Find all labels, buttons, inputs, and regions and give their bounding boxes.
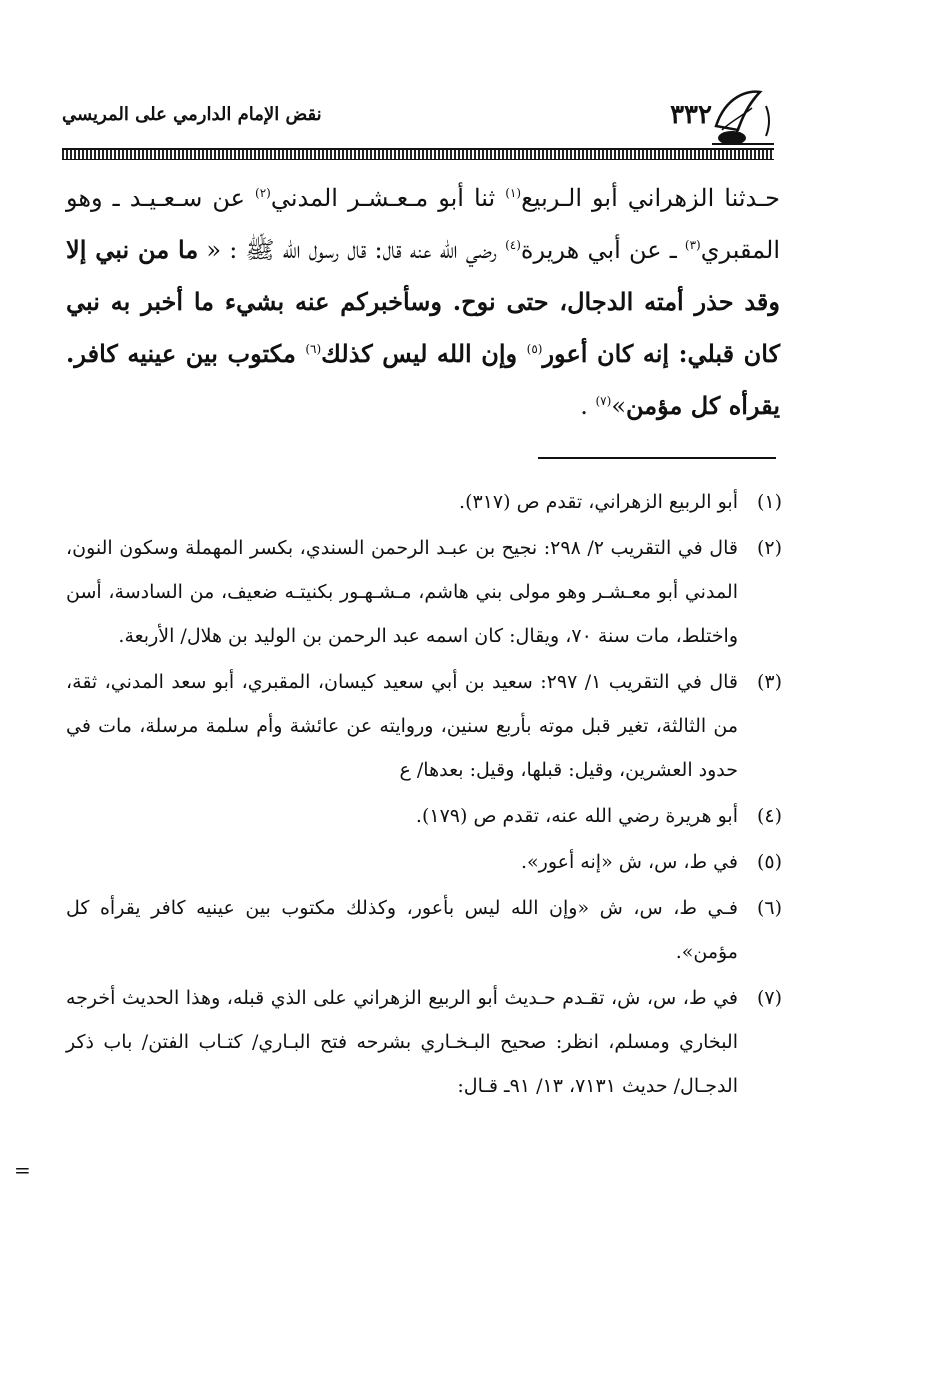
footnote-number: (١) [756, 491, 782, 513]
narration-text: عن سـعـيـد ـ وهو المقبري [66, 184, 780, 264]
header-rule [62, 148, 774, 160]
footnote-number: (٧) [756, 987, 782, 1009]
hadith-text: وإن الله ليس كذلك [321, 339, 527, 368]
footnote [66, 840, 782, 884]
footnote [66, 480, 782, 524]
footnote [66, 526, 782, 658]
running-title: نقض الإمام الدارمي على المريسي [62, 104, 322, 125]
footnote-number: (٣) [756, 671, 782, 693]
narration-text: ـ عن أبي هريرة [520, 236, 685, 264]
hadith-text: ما من نبي إلا وقد حذر أمته الدجال، حتى نوح. وسأخبركم عنه بشيء ما أخبر به نبي كان قبلي: إنه كان أعور [66, 235, 780, 368]
footnote [66, 794, 782, 838]
footnotes [66, 480, 782, 1110]
footnote-text: في ط، س، ش «إنه أعور». [521, 851, 738, 873]
footnote-ref: (٥) [526, 342, 543, 356]
footnote-number: (٦) [756, 897, 782, 919]
footnote [66, 886, 782, 974]
footnote-ref: (٧) [595, 394, 612, 408]
footnote-ref: (٣) [684, 238, 701, 252]
hadith-text: مكتوب بين عينيه كافر. يقرأه كل مؤمن [66, 339, 780, 420]
footnote-ref: (٦) [305, 342, 322, 356]
continuation-mark: = [14, 1158, 31, 1182]
footnote [66, 976, 782, 1108]
narration-text: رضي الله عنه قال: قال رسول الله ﷺ : « [206, 236, 506, 264]
quill-inkwell-icon [708, 86, 778, 148]
footnote-number: (٤) [756, 805, 782, 827]
footnote-separator [538, 457, 776, 459]
footnote-text: أبو الربيع الزهراني، تقدم ص (٣١٧). [459, 491, 738, 513]
narration-text: حـدثنا الزهراني أبو الـربيع [521, 184, 781, 212]
footnote-text: في ط، س، ش، تقـدم حـديث أبو الربيع الزهراني على الذي قبله، وهذا الحديث أخرجه البخاري ومسلم، انظر: صحيح البـخـاري بشرحه فتح البـاري/ كتـاب الفتن/ باب ذكر الدجـال/ حديث ٧١٣١، ١٣/ ٩١ـ قـال: [66, 987, 738, 1097]
narration-text: ثنا أبو مـعـشـر المدني [270, 184, 506, 212]
footnote-text: فـي ط، س، ش «وإن الله ليس بأعور، وكذلك مكتوب بين عينيه كافر يقرأه كل مؤمن». [66, 897, 738, 963]
main-text [66, 172, 780, 432]
end-mark: . [580, 392, 596, 420]
closing-quote: » [611, 392, 626, 420]
footnote-ref: (٤) [505, 238, 521, 252]
footnote-text: قال في التقريب ٢/ ٢٩٨: نجيح بن عبـد الرحمن السندي، بكسر المهملة وسكون النون، المدني أبو معـشـر وهو مولى بني هاشم، مـشـهـور بكنيتـه ضعيف، من السادسة، أسن واختلط، مات سنة ٧٠، ويقال: كان اسمه عبد الرحمن بن الوليد بن هلال/ الأربعة. [66, 537, 738, 647]
footnote [66, 660, 782, 792]
page-number: ٣٣٢ [670, 100, 712, 130]
footnote-number: (٢) [756, 537, 782, 559]
footnote-ref: (٢) [255, 186, 271, 200]
footnote-text: قال في التقريب ١/ ٢٩٧: سعيد بن أبي سعيد كيسان، المقبري، أبو سعد المدني، ثقة، من الثالثة، تغير قبل موته بأربع سنين، وروايته عن عائشة وأم سلمة مرسلة، مات في حدود العشرين، وقيل: قبلها، وقيل: بعدها/ ع [66, 671, 738, 781]
footnote-number: (٥) [756, 851, 782, 873]
page-header [62, 98, 778, 158]
footnote-text: أبو هريرة رضي الله عنه، تقدم ص (١٧٩). [415, 805, 738, 827]
footnote-ref: (١) [505, 186, 522, 200]
